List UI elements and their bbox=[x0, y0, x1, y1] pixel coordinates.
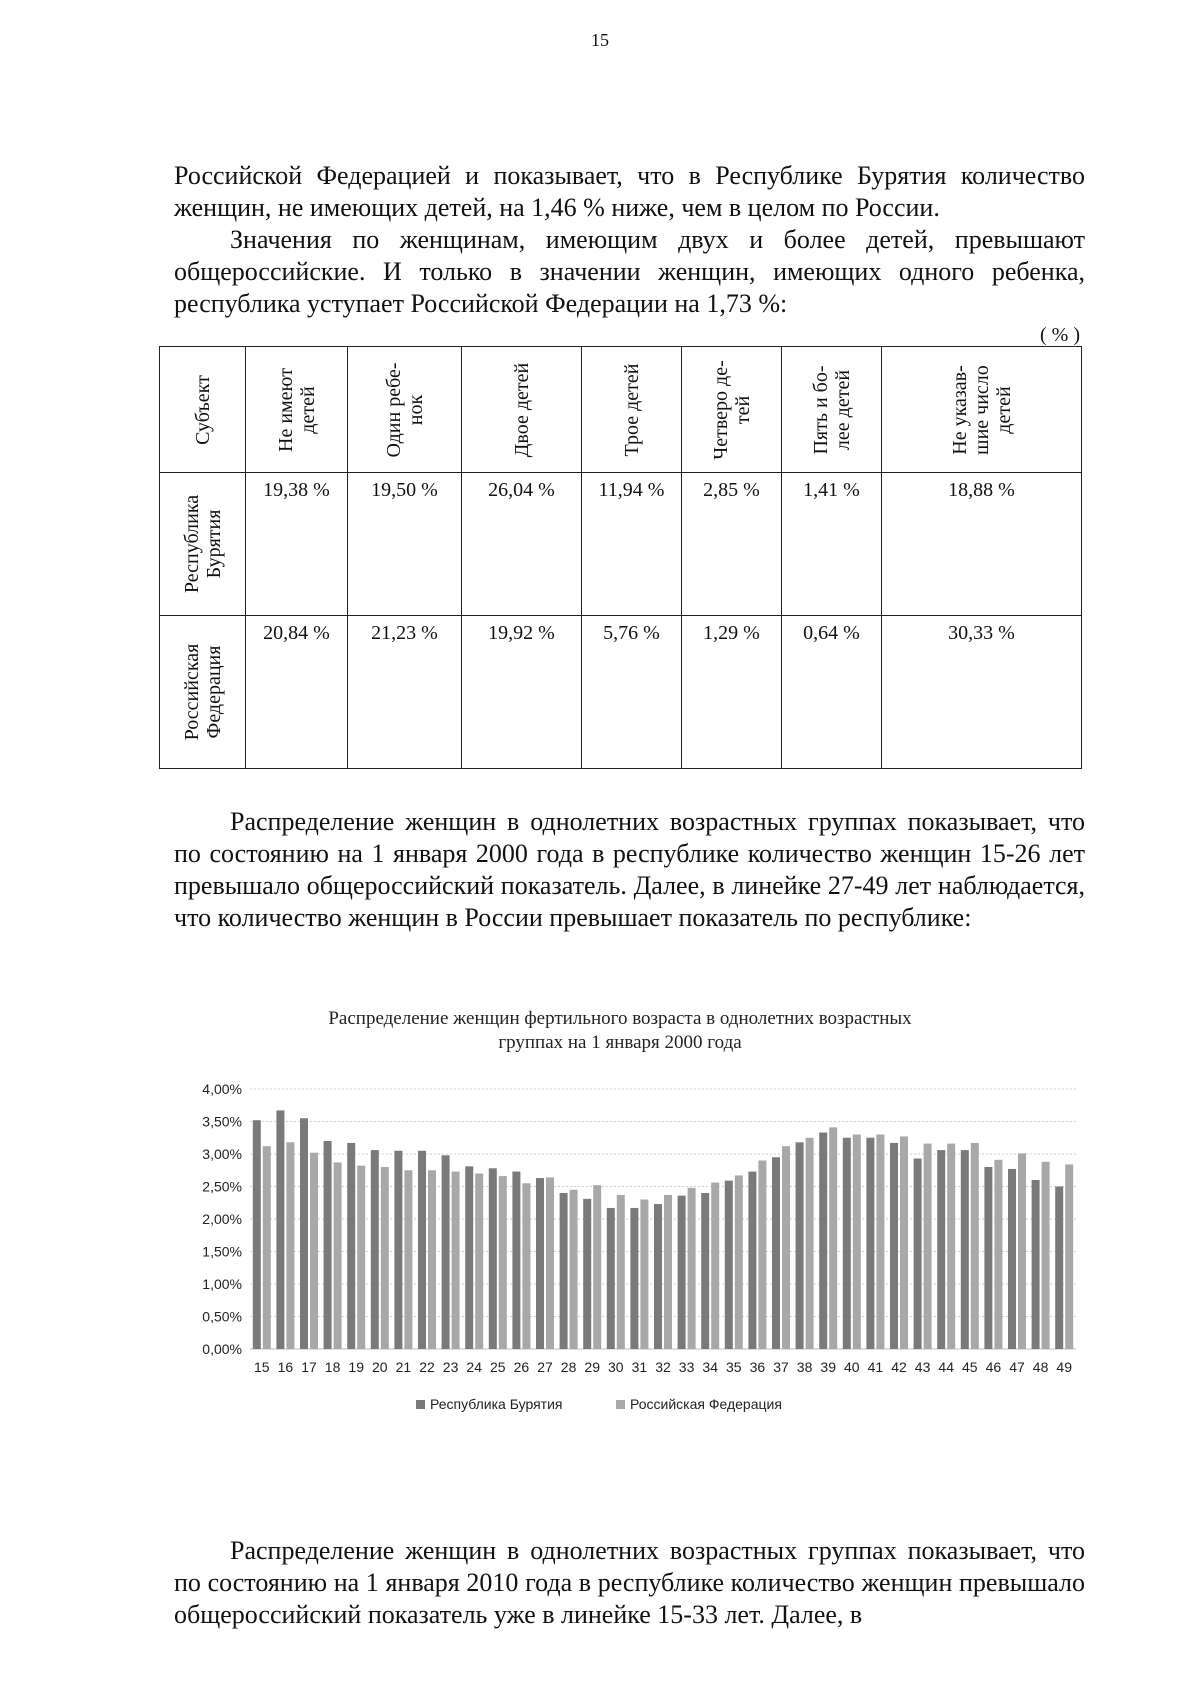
x-tick-label: 47 bbox=[1009, 1359, 1025, 1375]
x-tick-label: 36 bbox=[749, 1359, 766, 1375]
header-no-children bbox=[246, 347, 348, 473]
table-cell: 0,64 % bbox=[782, 616, 882, 769]
paragraph-4: Распределение женщин в однолетних возрастных группах показывает, что по состоянию на 1 января 2010 года в республике количество женщин превышало общероссийский показатель уже в линейке 15-33 лет. Далее, в bbox=[174, 1536, 1085, 1629]
table-cell: 26,04 % bbox=[462, 473, 582, 616]
y-tick-label: 1,50% bbox=[202, 1243, 242, 1260]
age-distribution-chart bbox=[170, 994, 1090, 1484]
x-tick-label: 23 bbox=[442, 1359, 459, 1375]
bar-buryatia bbox=[725, 1181, 733, 1349]
x-tick-label: 15 bbox=[254, 1359, 270, 1375]
page-number: 15 bbox=[591, 30, 609, 50]
x-tick-label: 40 bbox=[844, 1359, 860, 1375]
bar-russia bbox=[334, 1162, 342, 1349]
bar-buryatia bbox=[961, 1150, 969, 1349]
y-tick-label: 0,00% bbox=[202, 1341, 242, 1357]
bar-buryatia bbox=[442, 1155, 450, 1349]
bar-russia bbox=[263, 1146, 271, 1349]
bar-russia bbox=[664, 1195, 672, 1349]
bar-buryatia bbox=[866, 1138, 874, 1349]
bar-buryatia bbox=[607, 1208, 615, 1349]
table-row-russia bbox=[160, 616, 1082, 769]
bar-russia bbox=[617, 1195, 625, 1349]
bar-russia bbox=[829, 1127, 837, 1349]
bar-russia bbox=[640, 1200, 648, 1350]
bar-russia bbox=[522, 1183, 530, 1349]
bar-buryatia bbox=[347, 1143, 355, 1349]
bar-buryatia bbox=[748, 1172, 756, 1349]
table-cell: 20,84 % bbox=[246, 616, 348, 769]
x-tick-label: 43 bbox=[914, 1359, 931, 1375]
x-tick-label: 34 bbox=[702, 1359, 718, 1375]
bar-buryatia bbox=[512, 1172, 520, 1349]
bar-buryatia bbox=[418, 1151, 426, 1349]
x-tick-label: 24 bbox=[466, 1359, 482, 1375]
x-tick-label: 22 bbox=[419, 1359, 435, 1375]
x-tick-label: 38 bbox=[796, 1359, 813, 1375]
bar-russia bbox=[688, 1188, 696, 1349]
bar-buryatia bbox=[772, 1157, 780, 1349]
table-cell: 2,85 % bbox=[682, 473, 782, 616]
bar-russia bbox=[546, 1177, 554, 1349]
row-subject-russia bbox=[160, 616, 246, 769]
bar-buryatia bbox=[1008, 1169, 1016, 1349]
bar-buryatia bbox=[253, 1120, 261, 1349]
bar-buryatia bbox=[489, 1168, 497, 1349]
header-two-children-text: Двое детей bbox=[510, 362, 533, 457]
x-tick-label: 17 bbox=[301, 1359, 317, 1375]
x-tick-label: 39 bbox=[820, 1359, 836, 1375]
bar-buryatia bbox=[560, 1193, 568, 1349]
children-distribution-table bbox=[159, 346, 1082, 769]
bar-buryatia bbox=[914, 1159, 922, 1349]
legend-label-buryatia: Республика Бурятия bbox=[430, 1396, 563, 1412]
x-tick-label: 19 bbox=[348, 1359, 364, 1375]
chart-title: Распределение женщин фертильного возраста в однолетних возрастных группах на 1 января 2000 года bbox=[328, 1008, 912, 1053]
bar-buryatia bbox=[654, 1204, 662, 1349]
bar-russia bbox=[853, 1135, 861, 1350]
x-tick-label: 35 bbox=[726, 1359, 742, 1375]
bar-russia bbox=[452, 1172, 460, 1349]
x-tick-label: 25 bbox=[490, 1359, 506, 1375]
bar-russia bbox=[593, 1185, 601, 1349]
bar-buryatia bbox=[371, 1150, 379, 1349]
x-tick-label: 49 bbox=[1056, 1359, 1072, 1375]
header-three-children-text: Трое детей bbox=[620, 363, 643, 456]
header-four-children bbox=[682, 347, 782, 473]
bar-russia bbox=[1042, 1162, 1050, 1349]
bar-russia bbox=[570, 1190, 578, 1349]
header-no-children-text: Не имеют детей bbox=[274, 367, 319, 452]
x-tick-label: 16 bbox=[277, 1359, 294, 1375]
bar-russia bbox=[1018, 1153, 1026, 1349]
table-unit-label: ( % ) bbox=[1040, 324, 1080, 346]
x-tick-label: 41 bbox=[867, 1359, 884, 1375]
x-tick-label: 33 bbox=[678, 1359, 695, 1375]
bar-buryatia bbox=[465, 1166, 473, 1349]
y-tick-label: 2,00% bbox=[202, 1211, 242, 1227]
x-tick-label: 29 bbox=[584, 1359, 600, 1375]
bar-russia bbox=[404, 1170, 412, 1349]
bar-russia bbox=[971, 1143, 979, 1349]
header-five-plus-children-text: Пять и бо-лее детей bbox=[809, 364, 854, 455]
bar-russia bbox=[900, 1136, 908, 1349]
bar-buryatia bbox=[796, 1142, 804, 1349]
legend-swatch-russia bbox=[616, 1400, 625, 1409]
row-subject-buryatia-text: Республика Бурятия bbox=[180, 494, 225, 594]
bar-buryatia bbox=[843, 1138, 851, 1349]
bar-russia bbox=[357, 1166, 365, 1349]
bar-buryatia bbox=[701, 1193, 709, 1349]
y-tick-label: 4,00% bbox=[202, 1081, 242, 1097]
bar-russia bbox=[876, 1135, 884, 1350]
table-cell: 1,41 % bbox=[782, 473, 882, 616]
header-not-specified-text: Не указав-шие число детей bbox=[948, 364, 1015, 455]
y-tick-label: 2,50% bbox=[202, 1178, 242, 1195]
header-one-child-text: Один ребе-нок bbox=[382, 361, 427, 458]
bar-russia bbox=[310, 1153, 318, 1349]
header-five-plus-children bbox=[782, 347, 882, 473]
x-tick-label: 28 bbox=[560, 1359, 577, 1375]
x-tick-label: 27 bbox=[537, 1359, 553, 1375]
x-tick-label: 44 bbox=[938, 1359, 954, 1375]
bar-russia bbox=[735, 1175, 743, 1349]
bar-russia bbox=[994, 1160, 1002, 1349]
table-cell: 11,94 % bbox=[582, 473, 682, 616]
paragraph-1: Российской Федерацией и показывает, что в Республике Бурятия количество женщин, не имеющих детей, на 1,46 % ниже, чем в целом по России. bbox=[174, 161, 1085, 222]
x-tick-label: 26 bbox=[513, 1359, 530, 1375]
x-tick-label: 45 bbox=[962, 1359, 978, 1375]
x-tick-label: 20 bbox=[372, 1359, 388, 1375]
table-cell: 21,23 % bbox=[348, 616, 462, 769]
x-tick-label: 48 bbox=[1032, 1359, 1049, 1375]
bar-russia bbox=[381, 1167, 389, 1349]
bar-russia bbox=[806, 1138, 814, 1349]
bar-buryatia bbox=[890, 1143, 898, 1349]
bar-russia bbox=[711, 1183, 719, 1349]
header-one-child bbox=[348, 347, 462, 473]
bar-buryatia bbox=[937, 1150, 945, 1349]
chart-svg bbox=[170, 994, 1090, 1484]
header-two-children bbox=[462, 347, 582, 473]
header-subject-text: Субъект bbox=[191, 374, 214, 445]
x-tick-label: 42 bbox=[891, 1359, 907, 1375]
bar-buryatia bbox=[984, 1167, 992, 1349]
row-subject-russia-text: Российская Федерация bbox=[180, 643, 225, 741]
table-cell: 5,76 % bbox=[582, 616, 682, 769]
bar-russia bbox=[286, 1142, 294, 1349]
x-tick-label: 32 bbox=[655, 1359, 671, 1375]
bar-russia bbox=[947, 1144, 955, 1349]
bar-russia bbox=[782, 1146, 790, 1349]
bar-russia bbox=[475, 1174, 483, 1350]
bar-buryatia bbox=[819, 1133, 827, 1349]
x-tick-label: 37 bbox=[773, 1359, 789, 1375]
bar-buryatia bbox=[536, 1178, 544, 1349]
bar-russia bbox=[1065, 1164, 1073, 1349]
bar-russia bbox=[758, 1161, 766, 1350]
table-cell: 30,33 % bbox=[882, 616, 1082, 769]
x-tick-label: 46 bbox=[985, 1359, 1002, 1375]
x-tick-label: 30 bbox=[608, 1359, 624, 1375]
paragraph-3: Распределение женщин в однолетних возрастных группах показывает, что по состоянию на 1 января 2000 года в республике количество женщин 15-26 лет превышало общероссийский показатель. Далее, в линейке 27-49 лет наблюдается, что количество женщин в России превышает показатель по республике: bbox=[174, 807, 1085, 932]
table-header-row bbox=[160, 347, 1082, 473]
bar-buryatia bbox=[300, 1118, 308, 1349]
bar-buryatia bbox=[583, 1199, 591, 1349]
header-subject bbox=[160, 347, 246, 473]
bar-russia bbox=[499, 1176, 507, 1349]
table-cell: 19,38 % bbox=[246, 473, 348, 616]
bar-buryatia bbox=[324, 1141, 332, 1349]
table-cell: 1,29 % bbox=[682, 616, 782, 769]
table-row-buryatia bbox=[160, 473, 1082, 616]
header-three-children bbox=[582, 347, 682, 473]
header-not-specified bbox=[882, 347, 1082, 473]
table-cell: 18,88 % bbox=[882, 473, 1082, 616]
bar-buryatia bbox=[630, 1208, 638, 1349]
row-subject-buryatia bbox=[160, 473, 246, 616]
y-tick-label: 3,50% bbox=[202, 1113, 242, 1130]
bar-buryatia bbox=[1032, 1180, 1040, 1349]
bar-buryatia bbox=[678, 1196, 686, 1349]
bar-buryatia bbox=[1055, 1187, 1063, 1350]
x-tick-label: 31 bbox=[631, 1359, 648, 1375]
x-tick-label: 18 bbox=[324, 1359, 341, 1375]
y-tick-label: 0,50% bbox=[202, 1308, 242, 1325]
legend-swatch-buryatia bbox=[416, 1400, 425, 1409]
table-cell: 19,50 % bbox=[348, 473, 462, 616]
header-four-children-text: Четверо де-тей bbox=[709, 359, 754, 460]
bar-russia bbox=[428, 1170, 436, 1349]
bar-russia bbox=[924, 1144, 932, 1349]
y-tick-label: 1,00% bbox=[202, 1276, 242, 1292]
x-tick-label: 21 bbox=[395, 1359, 412, 1375]
legend-label-russia: Российская Федерация bbox=[630, 1396, 782, 1412]
bar-buryatia bbox=[394, 1151, 402, 1349]
y-tick-label: 3,00% bbox=[202, 1146, 242, 1162]
paragraph-2: Значения по женщинам, имеющим двух и более детей, превышают общероссийские. И только в значении женщин, имеющих одного ребенка, республика уступает Российской Федерации на 1,73 %: bbox=[174, 225, 1085, 318]
table-cell: 19,92 % bbox=[462, 616, 582, 769]
bar-buryatia bbox=[276, 1110, 284, 1349]
